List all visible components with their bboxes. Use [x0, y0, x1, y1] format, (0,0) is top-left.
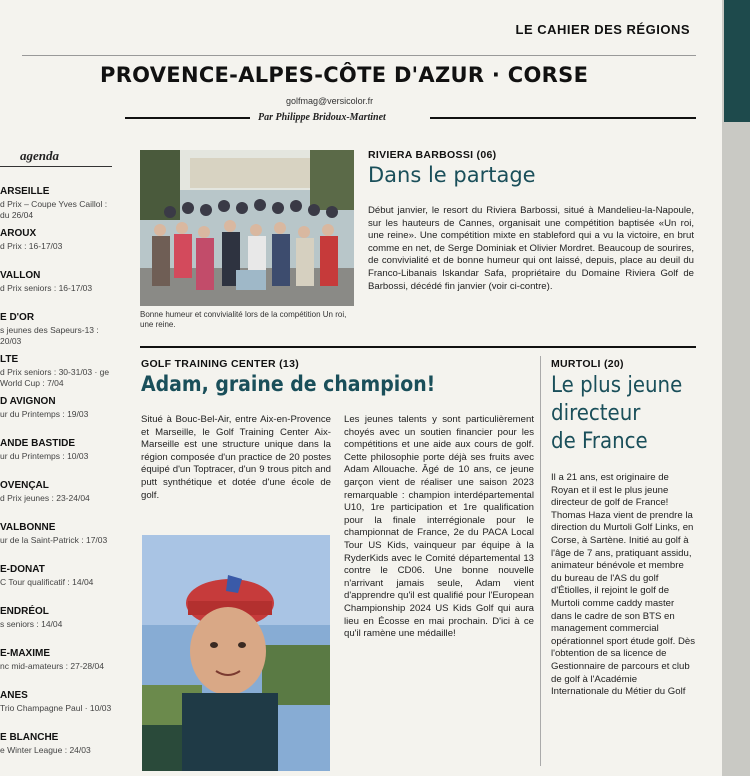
- agenda-city: E-MAXIME: [0, 648, 50, 659]
- boy-photo: [142, 535, 330, 771]
- agenda-desc: d Prix seniors : 16-17/03: [0, 283, 93, 293]
- byline-rule-right: [430, 117, 696, 119]
- agenda-city: ENDRÉOL: [0, 606, 49, 617]
- agenda-item: [0, 435, 112, 477]
- murtoli-body: Il a 21 ans, est originaire de Royan et il est le plus jeune directeur de golf de France! Thomas Haza vient de prendre la direction du Murtoli Golf Links, en Corse, à Sartène. Initié au golf à l'âge de 7 ans, pratiquant assidu, animateur bénévole et membre du bureau de l'AS du golf d'Étiolles, il rejoint le golf de Murtoli comme caddy master dans le cadre de son BTS en management commercial opérationnel sport étude golf. Dès l'obtention de sa licence de Gestionnaire de parcours et club de golf à l'Académie Internationale du Métier du Golf: [551, 472, 695, 698]
- group-photo-illustration: [140, 150, 354, 306]
- training-col2: Les jeunes talents y sont particulièrement choyés avec un soutien financier pour les compétitions et une aide aux cours de golf. Cette philosophie porte déjà ses fruits avec Adam Allouache. Âgé de 10 ans, ce jeune garçon vient de réaliser une saison 2023 remarquable : champion interdépartemental U10, 1re participation et 1re qualification pour la finale interrégionale pour le championnat de France, 2e du PACA Local Tour US Kids, vainqueur par équipe à la RyderKids avec le Comité départemental 13 contre le CD06. Une bonne nouvelle n'arrivant jamais seule, Adam vient d'apprendre qu'il est qualifié pour l'European Championship 2024 US Kids Golf qui aura lieu en Écosse en mai prochain. D'ici à ce qu'il ramène une médaille!: [344, 414, 534, 640]
- agenda-item: [0, 645, 112, 687]
- agenda-desc: ur du Printemps : 19/03: [0, 409, 89, 419]
- top-rule: [22, 55, 696, 56]
- agenda-city: AROUX: [0, 228, 37, 239]
- agenda-desc: Trio Champagne Paul · 10/03: [0, 703, 112, 713]
- author-byline: Par Philippe Bridoux-Martinet: [258, 112, 386, 123]
- training-kicker: GOLF TRAINING CENTER (13): [141, 358, 300, 370]
- agenda-desc: ur du Printemps : 10/03: [0, 451, 89, 461]
- photo-caption: Bonne humeur et convivialité lors de la compétition Un roi, une reine.: [140, 310, 347, 329]
- agenda-city: E D'OR: [0, 312, 35, 323]
- murtoli-headline: [551, 372, 682, 456]
- byline-rule-left: [125, 117, 250, 119]
- author-email: golfmag@versicolor.fr: [286, 96, 374, 106]
- boy-photo-illustration: [142, 535, 330, 771]
- agenda-desc: s jeunes des Sapeurs-13 : 20/03: [0, 325, 99, 346]
- teal-tab: [724, 0, 750, 122]
- agenda-item: [0, 309, 112, 351]
- agenda-city: ARSEILLE: [0, 186, 50, 197]
- murtoli-kicker: MURTOLI (20): [551, 358, 624, 370]
- agenda-city: D AVIGNON: [0, 396, 56, 407]
- agenda-desc: e Winter League : 24/03: [0, 745, 91, 755]
- agenda-desc: d Prix jeunes : 23-24/04: [0, 493, 90, 503]
- agenda-city: E BLANCHE: [0, 732, 59, 743]
- agenda-city: E-DONAT: [0, 564, 45, 575]
- agenda-item: [0, 183, 112, 225]
- agenda-desc: d Prix : 16-17/03: [0, 241, 63, 251]
- barbossi-headline: Dans le partage: [368, 163, 536, 187]
- training-headline: Adam, graine de champion!: [141, 372, 436, 396]
- murtoli-headline-line3: de France: [551, 429, 648, 454]
- murtoli-headline-line1: Le plus jeune: [551, 373, 683, 398]
- agenda-city: VALBONNE: [0, 522, 56, 533]
- agenda-city: LTE: [0, 354, 19, 365]
- agenda-desc: d Prix – Coupe Yves Caillol : du 26/04: [0, 199, 108, 220]
- section-label: LE CAHIER DES RÉGIONS: [515, 22, 690, 37]
- agenda-desc: d Prix seniors : 30-31/03 · ge World Cup : 7/04: [0, 367, 110, 388]
- agenda-desc: C Tour qualificatif : 14/04: [0, 577, 94, 587]
- agenda-city: ANES: [0, 690, 28, 701]
- agenda-item: [0, 603, 112, 645]
- agenda-item: [0, 561, 112, 603]
- region-title: PROVENCE-ALPES-CÔTE D'AZUR · CORSE: [100, 63, 589, 87]
- barbossi-body: Début janvier, le resort du Riviera Barbossi, situé à Mandelieu-la-Napoule, sur les hauteurs de Cannes, organisait une compétition baptisée «Un roi, une reine». Une compétition mixte en stableford qui a vu la victoire, en brut comme en net, de Serge Dominiak et Olivier Mordret. Beaucoup de sourires, de convivialité et de bonne humeur qui ont laissé, depuis, place au deuil du Franco-Libanais Iskandar Safa, propriétaire du Domaine Riviera Golf de Barbossi, décédé fin janvier (voir ci-contre).: [368, 205, 694, 292]
- group-photo: [140, 150, 354, 306]
- agenda-city: ANDE BASTIDE: [0, 438, 76, 449]
- agenda-city: OVENÇAL: [0, 480, 49, 491]
- column-divider: [540, 356, 541, 766]
- training-col1: Situé à Bouc-Bel-Air, entre Aix-en-Provence et Marseille, le Golf Training Center Aix-Marseille est une structure unique dans la région composée d'un practice de 20 postes équipé d'un Toptracer, d'un 9 trous pitch and putt synthétique et dotée d'une école de golf.: [141, 414, 331, 501]
- agenda-column: [0, 148, 112, 771]
- murtoli-headline-line2: directeur: [551, 401, 641, 426]
- agenda-city: VALLON: [0, 270, 41, 281]
- agenda-item: [0, 393, 112, 435]
- agenda-desc: ur de la Saint-Patrick : 17/03: [0, 535, 108, 545]
- barbossi-kicker: RIVIERA BARBOSSI (06): [368, 149, 497, 161]
- agenda-item: [0, 351, 112, 393]
- agenda-title: agenda: [0, 148, 112, 167]
- agenda-item: [0, 687, 112, 729]
- agenda-item: [0, 519, 112, 561]
- agenda-item: [0, 267, 112, 309]
- agenda-item: [0, 477, 112, 519]
- section-rule: [140, 346, 696, 348]
- agenda-item: [0, 225, 112, 267]
- agenda-desc: s seniors : 14/04: [0, 619, 63, 629]
- agenda-desc: nc mid-amateurs : 27-28/04: [0, 661, 104, 671]
- agenda-item: [0, 729, 112, 771]
